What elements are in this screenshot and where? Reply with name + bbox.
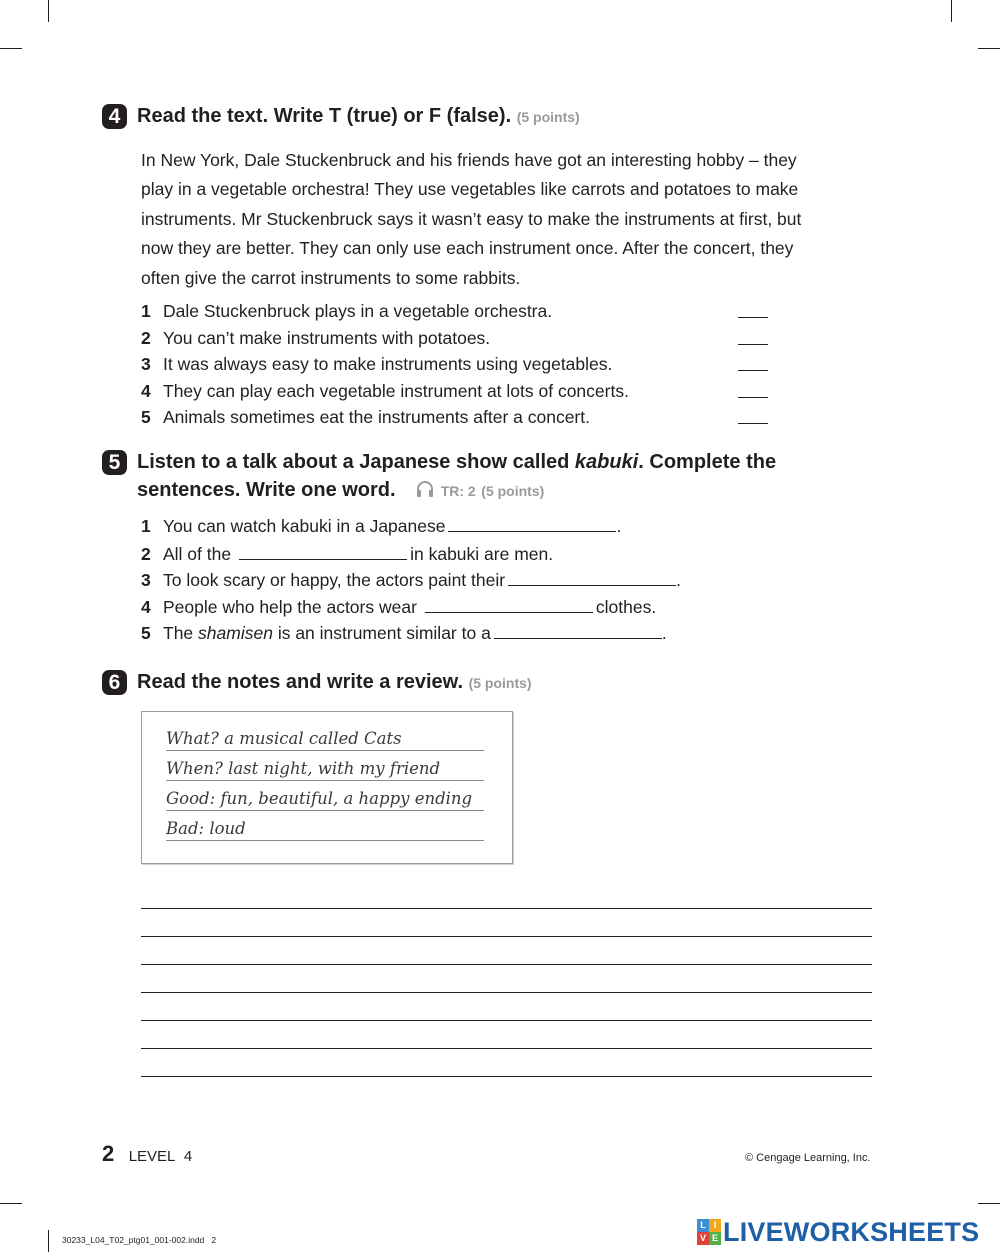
page-footer (102, 1141, 192, 1167)
item-text-plain: The (163, 623, 194, 643)
tf-answer-blank[interactable] (738, 397, 768, 398)
tf-answer-blank[interactable] (738, 370, 768, 371)
item-number: 2 (141, 328, 151, 348)
brand-icon-letter: I (709, 1219, 721, 1232)
answer-blank[interactable] (239, 542, 407, 560)
section-5-title-line2 (137, 479, 544, 505)
section-5-points: (5 points) (481, 483, 545, 499)
section-4-points: (5 points) (516, 109, 580, 125)
headphones-icon (415, 479, 435, 505)
note-line: When? last night, with my friend (166, 752, 484, 781)
brand-name: LIVEWORKSHEETS (723, 1217, 980, 1247)
paragraph-line: now they are better. They can only use each instrument once. After the concert, they (141, 238, 794, 259)
section-4-title-text: Read the text. Write T (true) or F (false). (137, 105, 512, 127)
section-6-title (137, 671, 532, 694)
section-5-title (137, 451, 776, 474)
section-5-title-text: Listen to a talk about a Japanese show called (137, 451, 575, 473)
item-text-before: People who help the actors wear (163, 597, 417, 617)
crop-mark (48, 0, 49, 22)
copyright: © Cengage Learning, Inc. (745, 1152, 871, 1164)
item-text-after: in kabuki are men. (410, 544, 554, 564)
item-number: 4 (141, 381, 151, 401)
paragraph-line: often give the carrot instruments to some rabbits. (141, 267, 521, 288)
tf-item (141, 379, 629, 403)
item-text-before: To look scary or happy, the actors paint their (163, 570, 506, 590)
fill-item (141, 568, 681, 592)
section-4-number: 4 (102, 104, 127, 129)
item-number: 2 (141, 544, 151, 564)
page-number: 2 (102, 1141, 115, 1166)
writing-line[interactable] (141, 936, 872, 937)
item-number: 1 (141, 301, 151, 321)
crop-mark (951, 0, 952, 22)
tf-answer-blank[interactable] (738, 344, 768, 345)
writing-line[interactable] (141, 1048, 872, 1049)
fill-item (141, 514, 621, 538)
tf-item (141, 326, 490, 350)
item-text: Dale Stuckenbruck plays in a vegetable orchestra. (163, 301, 553, 321)
crop-mark (0, 48, 22, 49)
writing-line[interactable] (141, 1076, 872, 1077)
crop-mark (48, 1230, 49, 1252)
crop-mark (0, 1203, 22, 1204)
crop-mark (978, 48, 1000, 49)
item-text: They can play each vegetable instrument at lots of concerts. (163, 381, 629, 401)
note-line: What? a musical called Cats (166, 722, 484, 751)
item-number: 5 (141, 407, 151, 427)
level-label: LEVEL (128, 1148, 176, 1165)
item-text-after: clothes. (595, 597, 657, 617)
brand-icon (697, 1219, 721, 1245)
item-number: 5 (141, 623, 151, 643)
section-6-number: 6 (102, 670, 127, 695)
answer-blank[interactable] (508, 568, 676, 586)
tf-answer-blank[interactable] (738, 423, 768, 424)
paragraph-line: instruments. Mr Stuckenbruck says it wasn’t easy to make the instruments at first, but (141, 208, 802, 229)
section-5-title-text-end: . Complete the (638, 451, 777, 473)
section-5-title-italic: kabuki (574, 451, 639, 473)
brand-logo (697, 1217, 997, 1247)
track-number: TR: 2 (440, 483, 476, 499)
file-info: 30233_L04_T02_ptg01_001-002.indd 2 (62, 1235, 217, 1245)
writing-line[interactable] (141, 908, 872, 909)
section-6-points: (5 points) (468, 675, 532, 691)
answer-blank[interactable] (494, 621, 662, 639)
answer-blank[interactable] (448, 514, 616, 532)
fill-item (141, 542, 553, 566)
item-number: 4 (141, 597, 151, 617)
item-text-italic: shamisen (198, 623, 273, 643)
paragraph-line: play in a vegetable orchestra! They use vegetables like carrots and potatoes to make (141, 179, 799, 200)
writing-line[interactable] (141, 992, 872, 993)
section-4-title (137, 105, 580, 128)
fill-item (141, 595, 656, 619)
tf-item (141, 352, 612, 376)
item-number: 3 (141, 570, 151, 590)
brand-icon-letter: E (709, 1232, 721, 1245)
brand-icon-letter: V (697, 1232, 709, 1245)
note-line: Bad: loud (166, 812, 484, 841)
tf-item (141, 405, 590, 429)
item-text: It was always easy to make instruments using vegetables. (163, 354, 613, 374)
section-6-title-text: Read the notes and write a review. (137, 671, 464, 693)
paragraph-line: In New York, Dale Stuckenbruck and his friends have got an interesting hobby – they (141, 150, 797, 170)
item-text: Animals sometimes eat the instruments after a concert. (163, 407, 590, 427)
item-text-before: You can watch kabuki in a Japanese (163, 516, 446, 536)
answer-blank[interactable] (425, 595, 593, 613)
crop-mark (978, 1203, 1000, 1204)
writing-line[interactable] (141, 1020, 872, 1021)
item-text: You can’t make instruments with potatoes. (163, 328, 491, 348)
section-5-number: 5 (102, 450, 127, 475)
section-5-title-line2-text: sentences. Write one word. (137, 479, 396, 501)
item-number: 3 (141, 354, 151, 374)
item-text-after: . (616, 516, 622, 536)
writing-line[interactable] (141, 964, 872, 965)
notes-box (141, 711, 513, 864)
item-text-after: . (661, 623, 667, 643)
item-text-before: All of the (163, 544, 232, 564)
tf-answer-blank[interactable] (738, 317, 768, 318)
reading-paragraph (141, 146, 881, 293)
brand-icon-letter: L (697, 1219, 709, 1232)
tf-item (141, 299, 552, 323)
item-text-before: is an instrument similar to a (277, 623, 491, 643)
item-number: 1 (141, 516, 151, 536)
item-text-after: . (676, 570, 681, 590)
level-number: 4 (183, 1148, 193, 1165)
note-line: Good: fun, beautiful, a happy ending (166, 782, 484, 811)
fill-item (141, 621, 667, 645)
